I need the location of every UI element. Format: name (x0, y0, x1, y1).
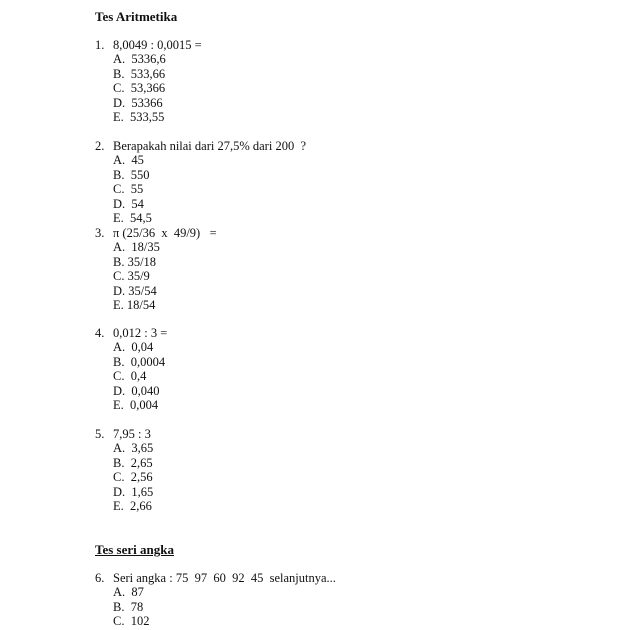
option-b: B. 550 (113, 167, 150, 182)
option-list (95, 52, 615, 124)
option-e: E. 2,66 (113, 498, 152, 513)
question-number: 5. (95, 427, 105, 441)
question-3 (95, 226, 615, 312)
option-c: C. 0,4 (113, 369, 147, 384)
option-b: B. 0,0004 (113, 354, 166, 369)
section-title-aritmetika: Tes Aritmetika (95, 9, 178, 24)
question-text: 7,95 : 3 (113, 427, 151, 441)
question-number: 1. (95, 38, 105, 52)
question-text: π (25/36 x 49/9) = (113, 226, 217, 240)
option-list (95, 340, 615, 412)
option-d: D. 1,65 (113, 484, 154, 499)
question-line (95, 326, 615, 340)
question-line (95, 139, 615, 153)
option-list (95, 441, 615, 513)
option-d: D. 54 (113, 196, 144, 211)
option-list (95, 153, 615, 225)
question-number: 2. (95, 139, 105, 153)
section-title-seri-angka: Tes seri angka (95, 542, 174, 557)
question-text: Berapakah nilai dari 27,5% dari 200 ? (113, 139, 306, 153)
question-line (95, 427, 615, 441)
option-b: B. 2,65 (113, 455, 153, 470)
question-text: 8,0049 : 0,0015 = (113, 38, 202, 52)
question-4 (95, 326, 615, 412)
option-c: C. 55 (113, 182, 144, 197)
option-a: A. 3,65 (113, 441, 154, 456)
option-a: A. 0,04 (113, 340, 154, 355)
question-line (95, 571, 615, 585)
option-c: C. 102 (113, 614, 150, 629)
option-list (95, 585, 615, 628)
option-a: A. 45 (113, 153, 144, 168)
option-b: B. 78 (113, 599, 144, 614)
question-6 (95, 571, 615, 629)
option-list (95, 240, 615, 312)
question-text: Seri angka : 75 97 60 92 45 selanjutnya... (113, 571, 336, 585)
option-e: E. 533,55 (113, 109, 165, 124)
question-1 (95, 38, 615, 124)
option-c: C. 2,56 (113, 470, 153, 485)
option-b: B. 35/18 (113, 254, 157, 269)
question-5 (95, 427, 615, 513)
question-number: 6. (95, 571, 105, 585)
option-c: C. 53,366 (113, 81, 166, 96)
option-b: B. 533,66 (113, 66, 166, 81)
option-c: C. 35/9 (113, 269, 150, 284)
question-line (95, 226, 615, 240)
option-e: E. 18/54 (113, 297, 156, 312)
option-e: E. 54,5 (113, 210, 152, 225)
question-2 (95, 139, 615, 225)
option-a: A. 5336,6 (113, 52, 166, 67)
question-line (95, 38, 615, 52)
option-a: A. 87 (113, 585, 144, 600)
question-number: 3. (95, 226, 105, 240)
option-d: D. 53366 (113, 95, 163, 110)
question-text: 0,012 : 3 = (113, 326, 168, 340)
option-e: E. 0,004 (113, 397, 159, 412)
option-a: A. 18/35 (113, 240, 160, 255)
option-d: D. 0,040 (113, 383, 160, 398)
option-d: D. 35/54 (113, 283, 157, 298)
question-number: 4. (95, 326, 105, 340)
